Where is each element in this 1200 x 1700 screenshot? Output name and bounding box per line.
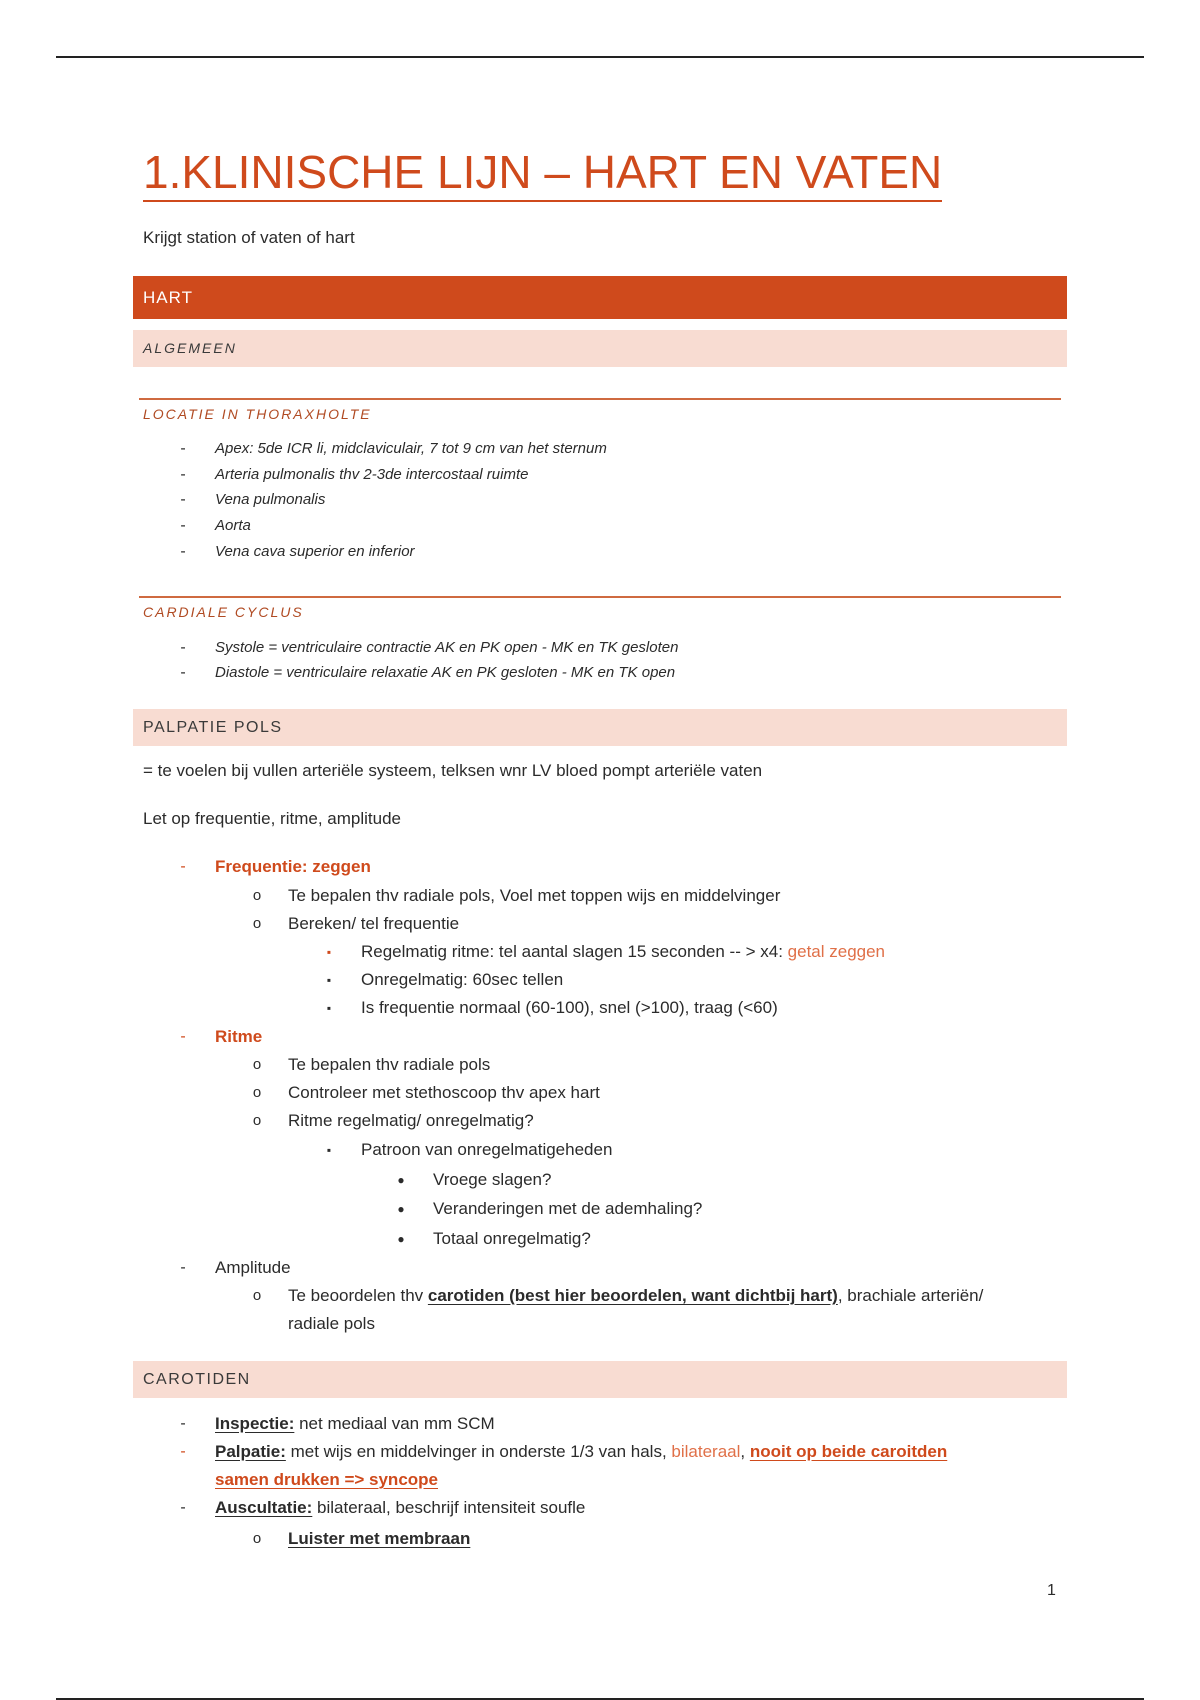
list-item-palpatie xyxy=(215,1441,947,1463)
heading-cardiale-cyclus: CARDIALE CYCLUS xyxy=(139,596,1061,616)
heading-locatie: LOCATIE IN THORAXHOLTE xyxy=(139,398,1061,418)
warning-text: nooit op beide caroitden xyxy=(749,1442,948,1461)
list-item-membraan: Luister met membraan xyxy=(288,1529,471,1548)
list-item: Patroon van onregelmatigeheden xyxy=(361,1140,613,1159)
dash-marker: - xyxy=(180,858,186,875)
dot-marker: ● xyxy=(397,1173,405,1187)
list-item-text: net mediaal van mm SCM xyxy=(294,1414,495,1433)
list-item: Arteria pulmonalis thv 2-3de intercostaal ruimte xyxy=(215,466,529,483)
list-item-text: met wijs en middelvinger in onderste 1/3 van hals, xyxy=(285,1442,672,1461)
list-item-continuation: radiale pols xyxy=(288,1314,375,1333)
list-item xyxy=(288,1285,983,1307)
paragraph: Let op frequentie, ritme, amplitude xyxy=(143,809,401,828)
list-item: Apex: 5de ICR li, midclaviculair, 7 tot 9 cm van het sternum xyxy=(215,440,607,457)
dash-marker: - xyxy=(180,1415,186,1432)
list-item-frequentie: Frequentie: zeggen xyxy=(215,857,371,876)
list-item: Is frequentie normaal (60-100), snel (>100), traag (<60) xyxy=(361,998,778,1017)
list-item: Vroege slagen? xyxy=(433,1170,552,1189)
list-item-text: bilateraal, beschrijf intensiteit soufle xyxy=(312,1498,586,1517)
term-label: Inspectie: xyxy=(215,1414,295,1433)
list-item: Diastole = ventriculaire relaxatie AK en PK gesloten - MK en TK open xyxy=(215,664,676,681)
list-item: Veranderingen met de ademhaling? xyxy=(433,1199,703,1218)
list-item-text: , brachiale arteriën/ xyxy=(837,1286,984,1305)
dash-marker: - xyxy=(180,664,186,681)
list-item: Vena pulmonalis xyxy=(215,491,326,508)
circle-marker: o xyxy=(252,1287,262,1304)
subsection-heading-algemeen: ALGEMEEN xyxy=(133,330,1067,367)
page-number: 1 xyxy=(1047,1582,1056,1599)
list-item xyxy=(361,941,885,963)
dash-marker: - xyxy=(180,466,186,483)
list-item: Totaal onregelmatig? xyxy=(433,1229,591,1248)
circle-marker: o xyxy=(252,915,262,932)
highlight-text: getal zeggen xyxy=(787,942,886,961)
emphasis-text: carotiden (best hier beoordelen, want dichtbij hart) xyxy=(427,1286,838,1305)
dash-marker: - xyxy=(180,1499,186,1516)
list-item: Aorta xyxy=(215,517,251,534)
circle-marker: o xyxy=(252,1056,262,1073)
dash-marker: - xyxy=(180,1259,186,1276)
list-item: Ritme regelmatig/ onregelmatig? xyxy=(288,1111,534,1130)
list-item-text: , xyxy=(740,1442,750,1461)
list-item: Te bepalen thv radiale pols xyxy=(288,1055,491,1074)
dash-marker: - xyxy=(180,517,186,534)
warning-text-continuation: samen drukken => syncope xyxy=(215,1470,438,1489)
circle-marker: o xyxy=(252,1112,262,1129)
dash-marker: - xyxy=(180,440,186,457)
dot-marker: ● xyxy=(397,1202,405,1216)
term-label: Palpatie: xyxy=(215,1442,286,1461)
subsection-heading-carotiden: CAROTIDEN xyxy=(133,1361,1067,1398)
term-label: Auscultatie: xyxy=(215,1498,313,1517)
dash-marker: - xyxy=(180,639,186,656)
highlight-text: bilateraal xyxy=(671,1442,741,1461)
list-item: Controleer met stethoscoop thv apex hart xyxy=(288,1083,600,1102)
paragraph: = te voelen bij vullen arteriële systeem, telksen wnr LV bloed pompt arteriële vaten xyxy=(143,761,763,780)
list-item-text: Te beoordelen thv xyxy=(288,1286,428,1305)
dash-marker: - xyxy=(180,491,186,508)
square-marker: ▪ xyxy=(326,945,332,959)
circle-marker: o xyxy=(252,887,262,904)
section-heading-hart: HART xyxy=(133,276,1067,319)
square-marker: ▪ xyxy=(326,1001,332,1015)
circle-marker: o xyxy=(252,1530,262,1547)
list-item: Vena cava superior en inferior xyxy=(215,543,415,560)
list-item-text: Regelmatig ritme: tel aantal slagen 15 seconden -- > x4: xyxy=(361,942,788,961)
list-item-inspectie xyxy=(215,1413,495,1435)
subsection-heading-palpatie: PALPATIE POLS xyxy=(133,709,1067,746)
square-marker: ▪ xyxy=(326,973,332,987)
list-item: Systole = ventriculaire contractie AK en PK open - MK en TK gesloten xyxy=(215,639,679,656)
dash-marker: - xyxy=(180,543,186,560)
header-rule xyxy=(56,56,1144,58)
list-item-amplitude: Amplitude xyxy=(215,1258,291,1277)
list-item: Onregelmatig: 60sec tellen xyxy=(361,970,564,989)
intro-text: Krijgt station of vaten of hart xyxy=(143,228,355,247)
dot-marker: ● xyxy=(397,1232,405,1246)
dash-marker: - xyxy=(180,1443,186,1460)
list-item-ritme: Ritme xyxy=(215,1027,263,1046)
document-title: 1.KLINISCHE LIJN – HART EN VATEN xyxy=(143,146,942,202)
square-marker: ▪ xyxy=(326,1143,332,1157)
list-item: Bereken/ tel frequentie xyxy=(288,914,460,933)
circle-marker: o xyxy=(252,1084,262,1101)
dash-marker: - xyxy=(180,1028,186,1045)
list-item: Te bepalen thv radiale pols, Voel met toppen wijs en middelvinger xyxy=(288,886,781,905)
list-item-auscultatie xyxy=(215,1497,585,1519)
